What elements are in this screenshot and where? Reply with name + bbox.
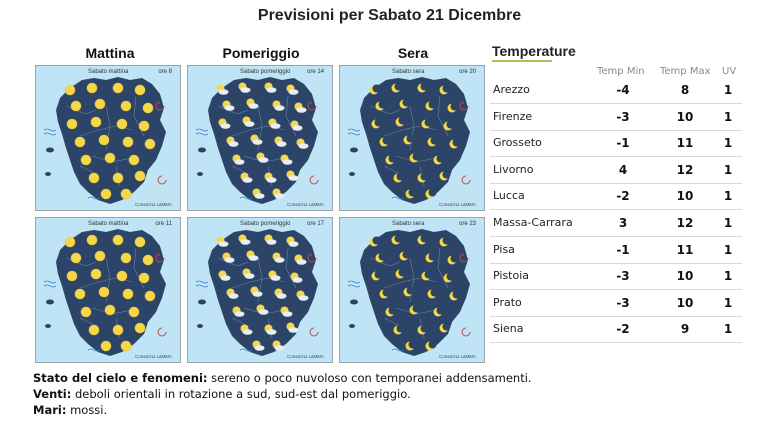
city-name: Prato — [493, 295, 522, 309]
sun-icon — [117, 271, 127, 281]
sun-icon — [129, 155, 139, 165]
sun-icon — [143, 255, 153, 265]
wind-icon — [462, 328, 470, 336]
wind-icon — [158, 328, 166, 336]
temperature-row — [490, 263, 742, 290]
sun-icon — [135, 237, 145, 247]
sun-icon — [89, 173, 99, 183]
temp-min-value: -2 — [616, 189, 630, 204]
temp-max-value: 12 — [676, 162, 694, 177]
wave-icon — [44, 281, 56, 287]
map-label-time: ore 23 — [458, 221, 476, 227]
sun-icon — [99, 135, 109, 145]
temp-min-value: -3 — [616, 269, 630, 284]
temp-min-value: -3 — [616, 295, 630, 310]
city-name: Grosseto — [493, 136, 542, 150]
summary-sea — [33, 402, 107, 418]
city-name: Massa-Carrara — [493, 216, 573, 229]
sun-icon — [121, 189, 131, 199]
map-credit: Consorzio LaMMA — [286, 354, 324, 359]
sun-icon — [65, 237, 75, 247]
sun-icon — [87, 83, 97, 93]
temp-max-value: 10 — [676, 189, 694, 204]
wave-icon — [44, 129, 56, 135]
sun-icon — [121, 341, 131, 351]
temp-max-value: 10 — [676, 269, 694, 284]
sun-icon — [105, 153, 115, 163]
summary-sea-label: Mari: — [33, 403, 67, 417]
summary-wind — [33, 386, 411, 402]
sun-icon — [105, 305, 115, 315]
temperature-row — [490, 77, 742, 104]
city-name: Lucca — [493, 189, 525, 203]
sun-icon — [135, 85, 145, 95]
temperature-row — [490, 316, 742, 343]
summary-wind-label: Venti: — [33, 387, 72, 401]
map-label-title: Sabato pomeriggio — [240, 221, 291, 227]
map-label-time: ore 17 — [306, 221, 324, 227]
map-label-time: ore 14 — [306, 69, 324, 75]
sun-icon — [71, 101, 81, 111]
uv-value: 1 — [723, 83, 733, 97]
column-head-mattina: Mattina — [85, 45, 135, 61]
temperature-row — [490, 104, 742, 131]
temp-max-value: 11 — [676, 136, 694, 151]
temp-max-value: 11 — [676, 242, 694, 257]
summary-sky — [33, 370, 532, 386]
map-credit: Consorzio LaMMA — [438, 354, 476, 359]
city-name: Livorno — [493, 162, 534, 176]
forecast-map — [339, 65, 485, 211]
sun-icon — [135, 323, 145, 333]
forecast-map — [187, 65, 333, 211]
temp-min-value: -3 — [616, 109, 630, 124]
header-temp-min: Temp Min — [597, 66, 645, 77]
sun-icon — [121, 101, 131, 111]
map-credit: Consorzio LaMMA — [134, 202, 172, 207]
map-label-time: ore 11 — [155, 221, 172, 227]
uv-value: 1 — [723, 109, 733, 124]
sun-icon — [65, 85, 75, 95]
summary-sea-text: mossi. — [66, 403, 108, 417]
city-name: Siena — [493, 322, 524, 336]
tuscany-map-graphic — [188, 218, 333, 363]
sun-icon — [71, 253, 81, 263]
map-label-time: ore 8 — [158, 69, 172, 75]
sun-icon — [117, 119, 127, 129]
sun-icon — [67, 119, 77, 129]
city-name: Firenze — [493, 109, 533, 123]
wind-icon — [310, 328, 318, 336]
temp-max-value: 8 — [680, 83, 690, 97]
temperature-row — [490, 237, 742, 264]
sun-icon — [75, 137, 85, 147]
city-name: Pistoia — [493, 269, 530, 283]
uv-value: 1 — [723, 269, 733, 284]
sun-icon — [113, 173, 123, 183]
sun-icon — [121, 253, 131, 263]
tuscany-map-graphic — [36, 218, 181, 363]
wave-icon — [348, 129, 360, 135]
tuscany-map-graphic — [188, 66, 333, 211]
header-uv: UV — [722, 66, 737, 77]
temperature-title: Temperature — [492, 43, 576, 59]
sun-icon — [135, 171, 145, 181]
temperature-row — [490, 183, 742, 210]
uv-value: 1 — [723, 162, 733, 177]
map-label-time: ore 20 — [458, 69, 476, 75]
sun-icon — [139, 121, 149, 131]
temp-min-value: 4 — [618, 162, 628, 177]
sun-icon — [99, 287, 109, 297]
map-label-title: Sabato sera — [392, 221, 425, 227]
sun-icon — [143, 103, 153, 113]
sun-icon — [123, 289, 133, 299]
temperature-row — [490, 210, 742, 237]
map-credit: Consorzio LaMMA — [286, 202, 324, 207]
uv-value: 1 — [723, 242, 733, 257]
temp-max-value: 12 — [676, 216, 694, 230]
temp-max-value: 10 — [676, 109, 694, 124]
wind-icon — [462, 176, 470, 184]
map-credit: Consorzio LaMMA — [134, 354, 172, 359]
city-name: Arezzo — [493, 83, 530, 96]
summary-sky-label: Stato del cielo e fenomeni: — [33, 371, 208, 385]
uv-value: 1 — [723, 189, 733, 204]
temp-max-value: 10 — [676, 295, 694, 310]
map-label-title: Sabato mattina — [88, 221, 129, 227]
sun-icon — [81, 155, 91, 165]
forecast-map — [35, 217, 181, 363]
sun-icon — [81, 307, 91, 317]
temperature-underline — [492, 60, 552, 62]
sun-icon — [91, 269, 101, 279]
wave-icon — [196, 281, 208, 287]
wave-icon — [196, 129, 208, 135]
sun-icon — [75, 289, 85, 299]
uv-value: 1 — [723, 216, 733, 230]
tuscany-map-graphic — [340, 218, 485, 363]
uv-value: 1 — [723, 136, 733, 151]
map-label-title: Sabato mattina — [88, 69, 129, 75]
sun-icon — [67, 271, 77, 281]
forecast-map — [187, 217, 333, 363]
map-label-title: Sabato sera — [392, 69, 425, 75]
sun-icon — [113, 325, 123, 335]
wind-icon — [158, 176, 166, 184]
sun-icon — [101, 189, 111, 199]
temp-min-value: -1 — [616, 136, 630, 151]
sun-icon — [101, 341, 111, 351]
sun-icon — [113, 235, 123, 245]
forecast-map — [35, 65, 181, 211]
sun-icon — [129, 307, 139, 317]
temp-min-value: -1 — [616, 242, 630, 257]
sun-icon — [145, 291, 155, 301]
header-temp-max: Temp Max — [660, 66, 711, 77]
column-head-sera: Sera — [397, 45, 429, 61]
sun-icon — [95, 251, 105, 261]
wind-icon — [310, 176, 318, 184]
page-title: Previsioni per Sabato 21 Dicembre — [257, 7, 522, 24]
temp-max-value: 9 — [680, 322, 690, 337]
map-credit: Consorzio LaMMA — [438, 202, 476, 207]
uv-value: 1 — [723, 322, 733, 337]
temp-min-value: -2 — [616, 322, 630, 337]
sun-icon — [87, 235, 97, 245]
tuscany-map-graphic — [340, 66, 485, 211]
temperature-row — [490, 130, 742, 157]
sun-icon — [123, 137, 133, 147]
sun-icon — [145, 139, 155, 149]
forecast-map — [339, 217, 485, 363]
uv-value: 1 — [723, 295, 733, 310]
sun-icon — [91, 117, 101, 127]
tuscany-map-graphic — [36, 66, 181, 211]
temp-min-value: -4 — [616, 83, 630, 97]
sun-icon — [113, 83, 123, 93]
map-label-title: Sabato pomeriggio — [240, 69, 291, 75]
temperature-row — [490, 157, 742, 184]
wave-icon — [348, 281, 360, 287]
sun-icon — [95, 99, 105, 109]
temp-min-value: 3 — [618, 216, 628, 230]
city-name: Pisa — [493, 242, 515, 256]
summary-wind-text: deboli orientali in rotazione a sud, sud-est dal pomeriggio. — [71, 387, 411, 401]
sun-icon — [139, 273, 149, 283]
summary-sky-text: sereno o poco nuvoloso con temporanei addensamenti. — [207, 371, 532, 385]
column-head-pomeriggio: Pomeriggio — [222, 45, 300, 61]
temperature-row — [490, 290, 742, 317]
sun-icon — [89, 325, 99, 335]
